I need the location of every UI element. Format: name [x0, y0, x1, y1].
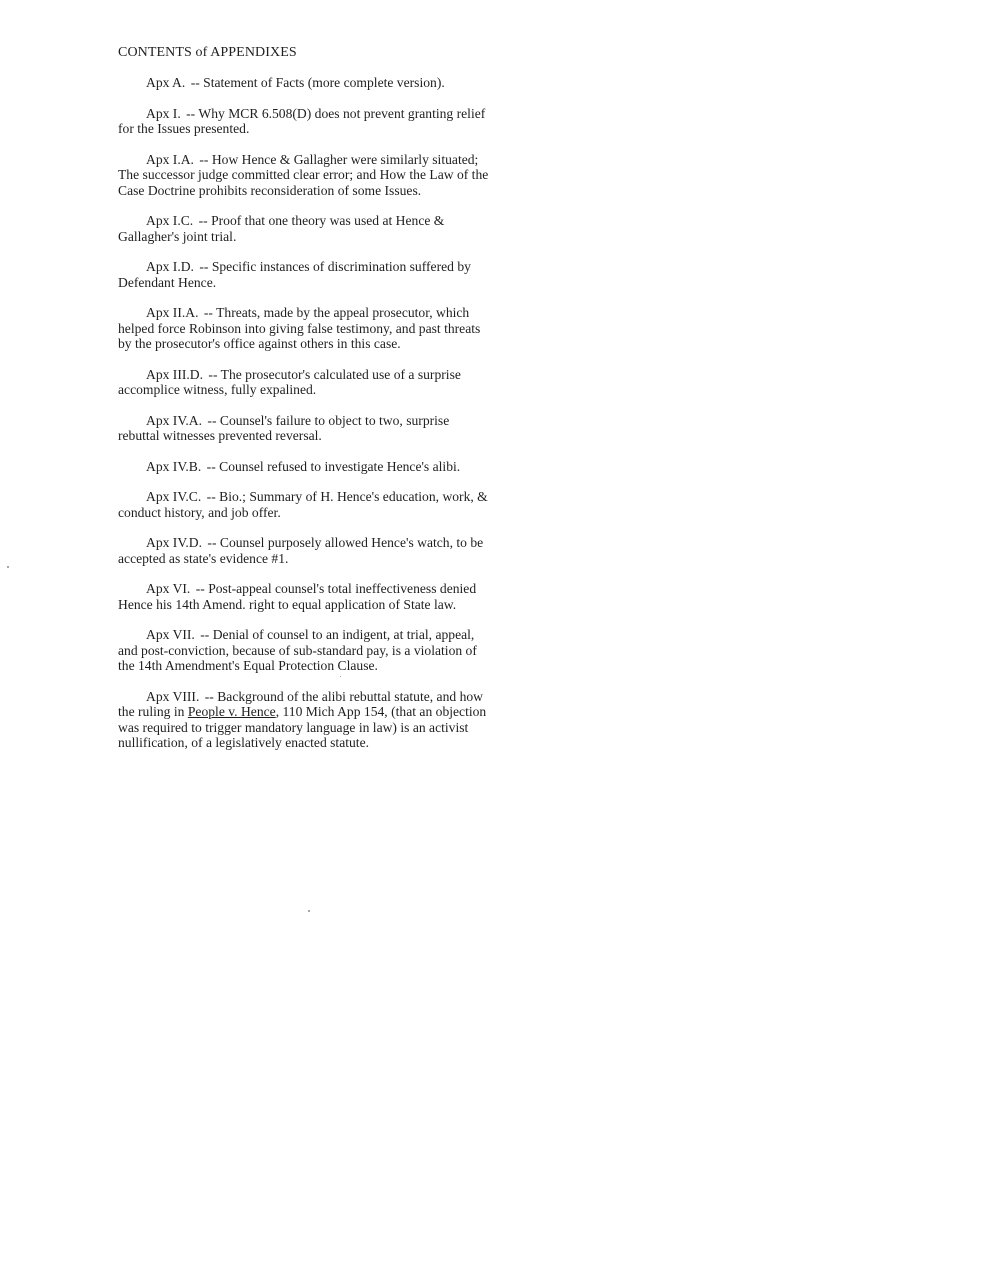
appendix-description: How Hence & Gallagher were similarly situated; The successor judge committed clear error; and How the Law of the Case Doctrine prohibits reconsideration of some Issues. [118, 151, 489, 198]
appendix-ref: Apx I.D. [146, 259, 194, 274]
appendix-separator: -- [208, 366, 218, 382]
appendix-entry [118, 75, 490, 91]
appendix-description: Bio.; Summary of H. Hence's education, work, & conduct history, and job offer. [118, 489, 488, 520]
appendix-description: The prosecutor's calculated use of a surprise accomplice witness, fully expalined. [118, 366, 461, 397]
appendix-ref: Apx II.A. [146, 305, 199, 320]
appendix-entry [118, 259, 490, 290]
appendix-entry [118, 213, 490, 244]
appendix-description: Denial of counsel to an indigent, at trial, appeal, and post-conviction, because of sub-standard pay, is a violation of the 14th Amendment's Equal Protection Clause. [118, 627, 477, 673]
appendix-separator: -- [199, 259, 209, 274]
appendix-ref: Apx IV.D. [146, 535, 203, 550]
appendix-ref: Apx IV.C. [146, 489, 202, 504]
appendix-ref: Apx A. [146, 75, 186, 90]
appendix-separator: -- [206, 489, 216, 504]
appendix-ref: Apx VI. [146, 581, 191, 596]
appendix-separator: -- [207, 412, 217, 428]
appendix-entry [118, 305, 490, 352]
appendix-entry [118, 413, 490, 444]
appendix-entry [118, 152, 490, 199]
case-citation: People v. Hence [187, 704, 276, 719]
appendix-separator: -- [206, 458, 216, 474]
appendix-description: Counsel's failure to object to two, surprise rebuttal witnesses prevented reversal. [118, 412, 450, 443]
appendix-ref: Apx III.D. [146, 366, 204, 382]
appendix-description: Threats, made by the appeal prosecutor, which helped force Robinson into giving false testimony, and past threats by the prosecutor's office against others in this case. [118, 305, 481, 351]
appendix-entry-viii [118, 689, 490, 751]
appendix-description: Statement of Facts (more complete version). [203, 75, 445, 90]
appendix-separator: -- [204, 688, 214, 704]
appendix-ref: Apx IV.B. [146, 458, 202, 474]
appendix-description: Specific instances of discrimination suffered by Defendant Hence. [118, 259, 471, 290]
appendix-entry [118, 627, 490, 674]
appendix-ref: Apx I.C. [146, 213, 194, 228]
appendix-description: Why MCR 6.508(D) does not prevent granting relief for the Issues presented. [118, 105, 486, 136]
scan-speck [340, 676, 341, 677]
appendix-ref: Apx VIII. [146, 688, 200, 704]
appendix-ref: Apx I.A. [146, 151, 194, 167]
appendix-ref: Apx I. [146, 105, 181, 121]
appendix-description: Counsel purposely allowed Hence's watch, to be accepted as state's evidence #1. [118, 535, 484, 566]
scan-speck [7, 566, 9, 568]
appendix-contents-page [118, 44, 490, 766]
appendix-separator: -- [186, 105, 196, 121]
appendix-separator: -- [190, 75, 200, 90]
appendix-separator: -- [203, 305, 213, 320]
appendix-description-start: Background of the alibi rebuttal statute, and how the ruling in [118, 688, 483, 719]
appendix-entry [118, 106, 490, 137]
scan-speck [308, 910, 310, 912]
appendix-ref: Apx IV.A. [146, 412, 203, 428]
appendix-separator: -- [200, 627, 210, 642]
appendix-ref: Apx VII. [146, 627, 195, 642]
appendix-list [118, 75, 490, 674]
appendix-separator: -- [207, 535, 217, 550]
appendix-entry [118, 581, 490, 612]
appendix-description: Counsel refused to investigate Hence's alibi. [219, 458, 461, 474]
appendix-separator: -- [195, 581, 205, 596]
appendix-description: Proof that one theory was used at Hence & Gallagher's joint trial. [118, 213, 445, 244]
appendix-separator: -- [199, 151, 209, 167]
appendix-separator: -- [198, 213, 208, 228]
page-heading: CONTENTS of APPENDIXES [118, 45, 297, 60]
appendix-description: Post-appeal counsel's total ineffectiveness denied Hence his 14th Amend. right to equal application of State law. [118, 581, 477, 612]
appendix-entry [118, 535, 490, 566]
appendix-description-end: , 110 Mich App 154, (that an objection was required to trigger mandatory language in law) is an activist nullification, of a legislatively enacted statute. [118, 704, 487, 750]
appendix-entry [118, 367, 490, 398]
appendix-entry [118, 459, 490, 475]
appendix-entry [118, 489, 490, 520]
